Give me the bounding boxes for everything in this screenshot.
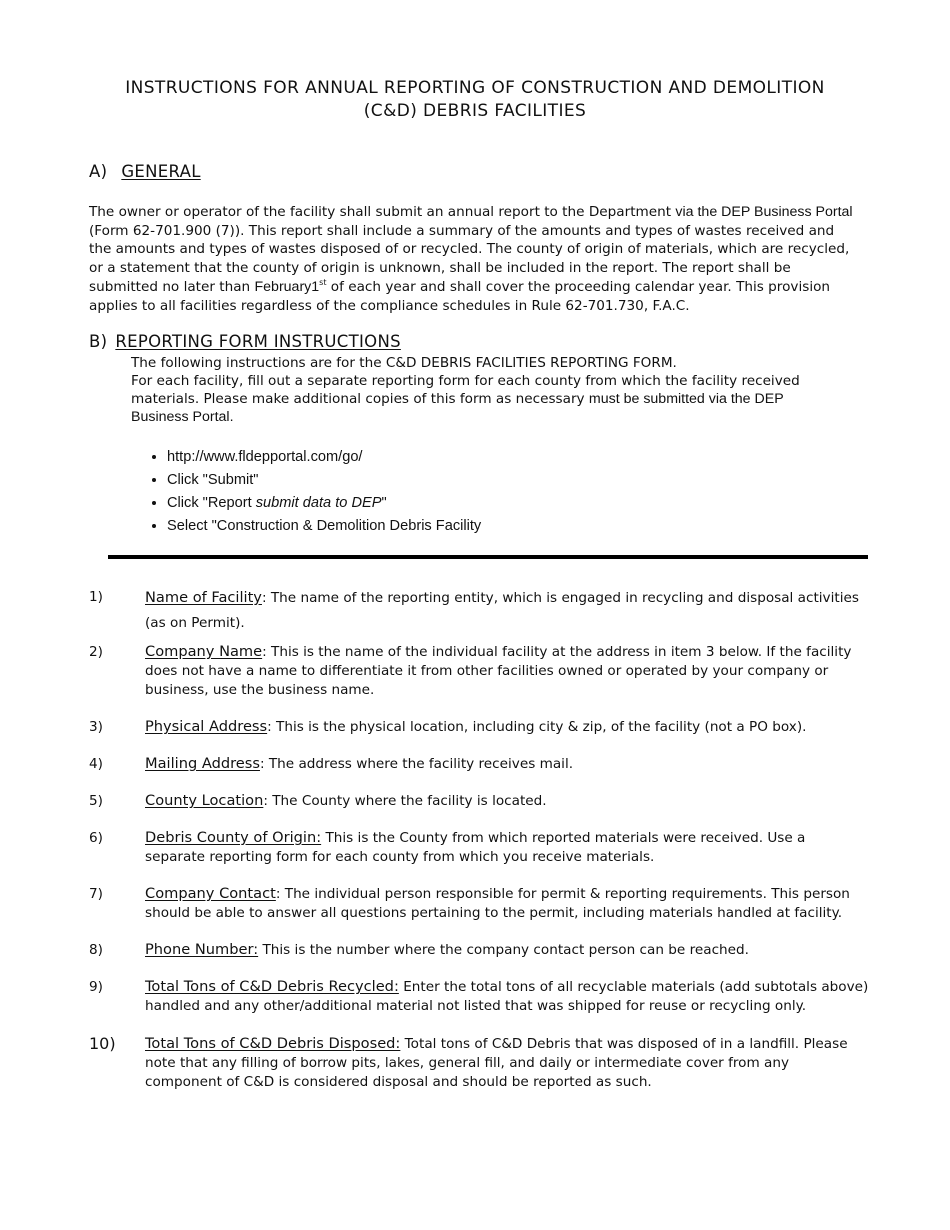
step-text: Click "Report	[167, 495, 256, 511]
document-title	[60, 77, 890, 123]
portal-url-link[interactable]: http://www.fldepportal.com/go/	[167, 449, 363, 465]
instruction-item-7	[89, 885, 869, 923]
item-number: 4)	[89, 756, 103, 772]
section-a-label: A)	[89, 162, 108, 181]
item-text: Enter the total tons of all recyclable materials (add subtotals above) handled and any other/additional material not listed that was shipped for reuse or recycling only.	[145, 979, 869, 1014]
item-text: This is the County from which reported materials were received. Use a separate reporting form for each county from which you receive materials.	[145, 830, 806, 865]
item-term: Phone Number:	[145, 941, 259, 958]
general-deadline-suffix: st	[319, 277, 327, 287]
item-body	[145, 941, 869, 960]
section-b-label: B)	[89, 332, 108, 351]
section-b-title: REPORTING FORM INSTRUCTIONS	[115, 332, 401, 351]
instruction-item-10	[89, 1035, 869, 1091]
section-b-intro-line-1: The following instructions are for the C&D DEBRIS FACILITIES REPORTING FORM.	[131, 355, 677, 371]
item-body	[145, 755, 869, 774]
item-body	[145, 829, 869, 867]
portal-steps-list	[148, 446, 481, 538]
instruction-item-6	[89, 829, 869, 867]
section-divider	[108, 555, 868, 559]
item-term: Total Tons of C&D Debris Recycled:	[145, 978, 399, 995]
item-number: 10)	[89, 1034, 116, 1053]
instruction-item-5	[89, 792, 869, 811]
item-number: 6)	[89, 830, 103, 846]
general-deadline-month: February1	[254, 278, 320, 295]
general-text-3: of each year and shall cover the proceeding calendar year. This provision applies to all facilities regardless of the compliance schedules in Rule 62-701.730, F.A.C.	[89, 278, 831, 314]
item-number: 9)	[89, 979, 103, 995]
item-term: Physical Address	[145, 718, 268, 735]
item-term: Mailing Address	[145, 755, 260, 772]
item-term: Debris County of Origin:	[145, 829, 322, 846]
title-line-2: (C&D) DEBRIS FACILITIES	[363, 101, 587, 121]
item-text: : The individual person responsible for permit & reporting requirements. This person should be able to answer all questions pertaining to the permit, including materials handled at facility.	[145, 886, 850, 921]
general-portal-text: via the DEP Business Portal	[675, 204, 853, 220]
item-number: 7)	[89, 886, 103, 902]
item-text: : This is the physical location, including city & zip, of the facility (not a PO box).	[267, 719, 807, 735]
instruction-item-9	[89, 978, 869, 1016]
item-body	[145, 1035, 869, 1091]
item-term: County Location	[145, 792, 264, 809]
item-number: 3)	[89, 719, 103, 735]
item-text: : The address where the facility receives mail.	[259, 756, 574, 772]
item-body	[145, 978, 869, 1016]
item-number: 5)	[89, 793, 103, 809]
item-text: Total tons of C&D Debris that was disposed of in a landfill. Please note that any filling of borrow pits, lakes, general fill, and daily or intermediate cover from any component of C&D is considered disposal and should be reported as such.	[145, 1036, 848, 1090]
item-term: Company Contact	[145, 885, 276, 902]
item-number: 1)	[89, 589, 103, 605]
section-a-heading	[89, 162, 201, 181]
item-term: Total Tons of C&D Debris Disposed:	[145, 1035, 401, 1052]
section-a-title: GENERAL	[121, 162, 201, 181]
item-term: Name of Facility	[145, 589, 262, 606]
title-line-1: INSTRUCTIONS FOR ANNUAL REPORTING OF CONSTRUCTION AND DEMOLITION	[125, 78, 825, 98]
section-b-intro	[131, 354, 831, 426]
item-text: This is the number where the company contact person can be reached.	[258, 942, 749, 958]
general-paragraph	[89, 203, 859, 315]
item-body	[145, 643, 869, 699]
list-item: • Select "Construction & Demolition Debris Facility	[167, 515, 481, 538]
section-b-portal-text: must be submitted via the DEP Business Portal.	[131, 391, 784, 425]
item-number: 8)	[89, 942, 103, 958]
instruction-item-2	[89, 643, 869, 699]
general-text-2: (Form 62-701.900 (7)). This report shall include a summary of the amounts and types of wastes received and the amounts and types of wastes disposed of or recycled. The county of origin of materials, which are recycled, or a statement that the county of origin is unknown, shall be included in the report. The report shall be submitted no later than	[89, 222, 850, 295]
list-item	[167, 446, 481, 469]
section-b-heading	[89, 332, 401, 351]
instruction-item-8	[89, 941, 869, 960]
section-b-intro-text: For each facility, fill out a separate reporting form for each county from which the facility received materials. Please make additional copies of this form as necessary	[131, 373, 800, 407]
list-item: • Click "Submit"	[167, 469, 481, 492]
instruction-item-1	[89, 585, 869, 636]
step-emphasis: submit data to DEP	[255, 495, 382, 511]
list-item	[167, 492, 481, 515]
instruction-item-3	[89, 718, 869, 737]
item-number: 2)	[89, 644, 103, 660]
item-text: : The County where the facility is located.	[263, 793, 547, 809]
item-text: : This is the name of the individual facility at the address in item 3 below. If the facility does not have a name to differentiate it from other facilities owned or operated by your company or business, use the business name.	[145, 644, 852, 698]
item-body	[145, 585, 869, 636]
item-body	[145, 792, 869, 811]
item-body	[145, 885, 869, 923]
step-text: "	[381, 495, 387, 511]
section-b-intro-line-2	[131, 372, 831, 426]
item-body	[145, 718, 869, 737]
item-text: : The name of the reporting entity, which is engaged in recycling and disposal activities (as on Permit).	[145, 590, 859, 631]
general-text-1: The owner or operator of the facility shall submit an annual report to the Department	[89, 204, 676, 220]
item-term: Company Name	[145, 643, 263, 660]
instruction-item-4	[89, 755, 869, 774]
